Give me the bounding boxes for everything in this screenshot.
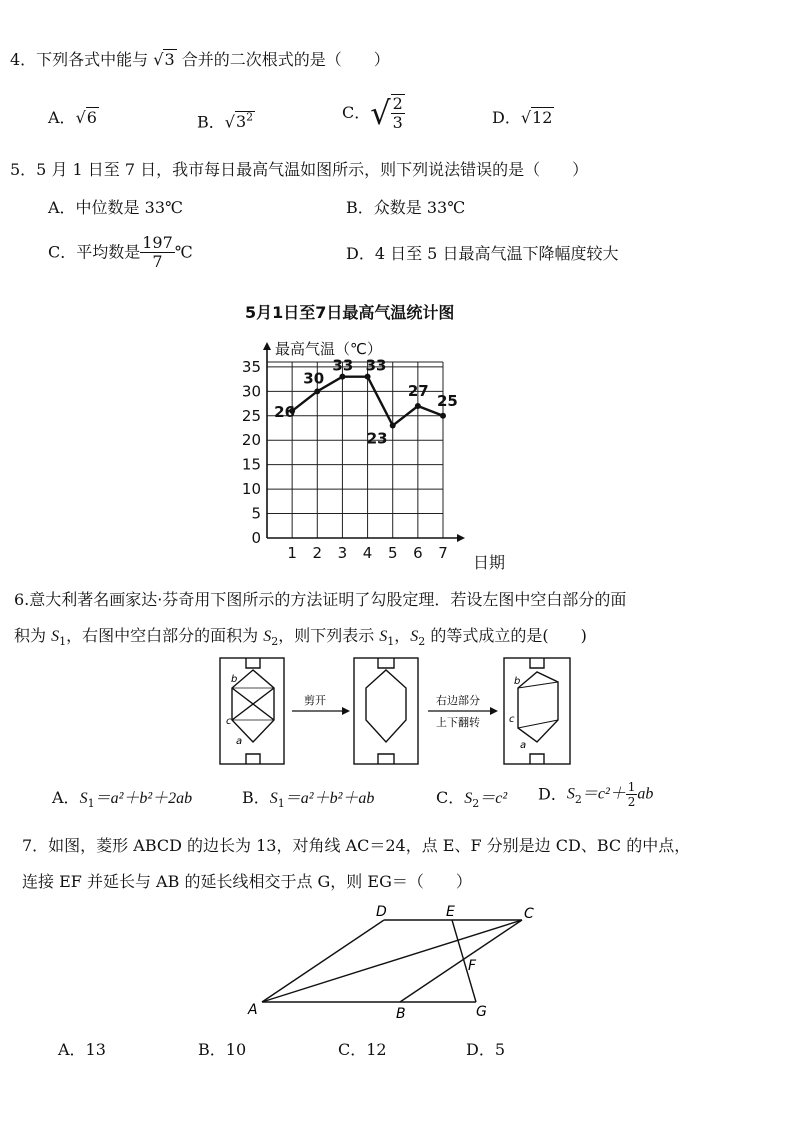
- q6-opt-d-num: 1: [627, 780, 636, 794]
- q4-opt-a-label: A．: [48, 108, 76, 127]
- q4-opt-c-den: 3: [392, 113, 403, 132]
- q6-s1b-letter: S: [379, 628, 388, 645]
- point-label-f: F: [468, 958, 477, 974]
- q4-opt-d-radicand: 12: [532, 108, 553, 127]
- chart-axes: [263, 342, 465, 542]
- q6-l2-d: ，: [394, 626, 411, 645]
- right-figure: [504, 658, 570, 764]
- data-point-7: [440, 413, 446, 419]
- q6-opt-d-tail: ab: [637, 785, 654, 803]
- q4-option-b: B．$√3^2$: [197, 111, 254, 132]
- q6-opt-b-sub: 1: [277, 797, 285, 811]
- q4-stem-text: 4．下列各式中能与: [10, 50, 149, 69]
- data-label-2: 30: [303, 369, 325, 388]
- q5-opt-c-fraction: [140, 234, 175, 271]
- q6-s2b-sub: 2: [418, 635, 426, 649]
- q5-opt-c-unit: ℃: [174, 242, 193, 262]
- rhombus-lines: [262, 920, 522, 1002]
- q6-opt-a-sub: 1: [87, 797, 95, 811]
- q6-s1b-sub: 1: [387, 635, 395, 649]
- side-cb: [400, 920, 522, 1002]
- q6-opt-c-expr: ＝c²: [479, 790, 508, 807]
- q4-opt-a-radicand: 6: [86, 108, 97, 127]
- point-label-b: B: [396, 1006, 406, 1022]
- q4-option-d: D．√12: [492, 108, 553, 127]
- left-label-b: b: [231, 674, 238, 685]
- arrow-2-label-1: 右边部分: [436, 694, 480, 707]
- q6-opt-c-label: C．: [436, 788, 465, 807]
- arrow-2-head: [490, 707, 498, 715]
- rhombus-diagram: [240, 900, 550, 1030]
- q4-opt-c-num: 2: [392, 94, 403, 113]
- data-label-6: 27: [407, 382, 429, 400]
- q6-opt-a-expr: ＝a²＋b²＋2ab: [94, 790, 193, 807]
- data-label-4: 33: [365, 356, 387, 375]
- q6-opt-d-fraction: [626, 780, 638, 809]
- temperature-line-chart: [225, 298, 525, 578]
- q5-option-c: [48, 234, 193, 271]
- x-tick-label-7: 7: [438, 544, 448, 562]
- q4-stem-text-2: 合并的二次根式的是（ ）: [181, 50, 390, 69]
- data-label-3: 33: [332, 356, 354, 375]
- q4-stem-radicand: 3: [164, 50, 175, 69]
- q5-opt-c-den: 7: [152, 252, 163, 271]
- q6-s1: [51, 628, 59, 645]
- q4-stem-radical: √3: [153, 50, 175, 69]
- y-tick-label-10: 10: [241, 480, 261, 499]
- q5-opt-c-num: 197: [142, 233, 173, 252]
- q6-s2b-letter: S: [410, 628, 419, 645]
- q4-opt-b-base: 3: [235, 112, 247, 132]
- q4-opt-b-radicand: [235, 111, 255, 131]
- right-label-a: a: [520, 740, 527, 751]
- q6-opt-b-s: S: [269, 790, 278, 807]
- q7-option-a: A．13: [58, 1040, 106, 1059]
- y-tick-label-20: 20: [241, 431, 261, 450]
- q4-opt-b-exp: 2: [246, 111, 254, 124]
- q7-option-c: C．12: [338, 1040, 387, 1059]
- q6-s2-sub: 2: [271, 635, 279, 649]
- q7-stem-line2: 连接 EF 并延长与 AB 的延长线相交于点 G，则 EG＝（ ）: [22, 872, 472, 891]
- arrow-1-label: 剪开: [304, 694, 326, 707]
- q6-s2-letter: S: [263, 628, 272, 645]
- q6-opt-a-label: A．: [52, 788, 80, 807]
- point-label-d: D: [376, 904, 387, 920]
- q4-opt-b-label: B．: [197, 112, 225, 132]
- q5-opt-c-pre: C．平均数是: [48, 242, 141, 262]
- chart-title: 5月1日至7日最高气温统计图: [245, 303, 455, 322]
- data-label-7: 25: [437, 391, 458, 410]
- q5-stem: 5．5 月 1 日至 7 日，我市每日最高气温如图所示，则下列说法错误的是（ ）: [10, 160, 589, 179]
- x-tick-label-5: 5: [387, 544, 398, 562]
- diagonal-ac: [262, 920, 522, 1002]
- chart-ylabel: 最高气温（℃）: [275, 340, 382, 358]
- right-label-c: c: [509, 714, 515, 725]
- q6-opt-c-sub: 2: [472, 797, 480, 811]
- data-point-2: [314, 388, 320, 394]
- y-tick-label-30: 30: [241, 382, 261, 401]
- q6-option-d: [538, 780, 653, 809]
- q6-l2-c: ，则下列表示: [278, 626, 380, 645]
- point-label-g: G: [476, 1004, 487, 1020]
- q6-stem-line2: [14, 626, 587, 652]
- chart-y-ticks: [242, 358, 261, 547]
- side-ad: [262, 920, 384, 1002]
- x-tick-label-6: 6: [413, 544, 423, 562]
- data-point-6: [415, 403, 421, 409]
- q4-option-a: A．√6: [48, 108, 97, 127]
- q6-s2: [263, 628, 271, 645]
- x-tick-label-4: 4: [362, 544, 373, 562]
- q7-option-d: D．5: [466, 1040, 506, 1059]
- q5-option-a: A．中位数是 33℃: [48, 198, 183, 217]
- q5-option-d: D．4 日至 5 日最高气温下降幅度较大: [346, 244, 619, 263]
- q6-s1-letter: S: [51, 628, 60, 645]
- y-tick-label-35: 35: [241, 357, 261, 376]
- q5-option-b: B．众数是 33℃: [346, 198, 466, 217]
- q4-option-c: C．√ $\frac{2}{3}$: [342, 94, 403, 132]
- q6-opt-d-s: S: [566, 785, 575, 803]
- chart-xlabel: 日期: [473, 553, 506, 572]
- q6-l2-b: ，右图中空白部分的面积为: [66, 626, 264, 645]
- point-label-e: E: [446, 904, 455, 920]
- q6-l2-e: 的等式成立的是( ): [425, 626, 587, 645]
- left-label-c: c: [226, 716, 232, 727]
- q6-l2-a: 积为: [14, 626, 52, 645]
- q6-s1-sub: 1: [59, 635, 67, 649]
- q4-opt-c-fraction: [391, 94, 405, 132]
- data-point-5: [390, 423, 396, 429]
- data-label-5: 23: [366, 429, 388, 448]
- q6-opt-a-s: S: [79, 790, 88, 807]
- q6-opt-b-expr: ＝a²＋b²＋ab: [284, 790, 375, 807]
- q7-stem-line1: 7．如图，菱形 ABCD 的边长为 13，对角线 AC＝24，点 E、F 分别是边 CD、BC 的中点，: [22, 836, 691, 855]
- q6-opt-c-s: S: [464, 790, 473, 807]
- chart-x-ticks: [287, 544, 447, 562]
- q6-stem-line1: 6.意大利著名画家达·芬奇用下图所示的方法证明了勾股定理．若设左图中空白部分的面: [14, 590, 627, 609]
- y-tick-label-15: 15: [241, 455, 261, 474]
- q6-opt-d-den: 2: [627, 795, 636, 809]
- q6-opt-d-sub: 2: [574, 793, 582, 807]
- q6-opt-d-label: D．: [538, 784, 567, 804]
- right-label-b: b: [514, 676, 521, 687]
- y-tick-label-0: 0: [251, 529, 261, 547]
- davinci-proof-diagram: [218, 656, 574, 768]
- point-label-c: C: [524, 906, 534, 922]
- left-figure: [220, 658, 284, 764]
- q4-opt-d-label: D．: [492, 108, 521, 127]
- left-label-a: a: [236, 736, 243, 747]
- y-tick-label-5: 5: [251, 504, 261, 523]
- q6-option-c: [436, 788, 507, 814]
- q6-option-a: [52, 788, 192, 814]
- q4-stem: [10, 50, 390, 70]
- x-tick-label-2: 2: [312, 544, 323, 562]
- data-label-1: 26: [274, 402, 296, 421]
- q6-opt-d-expr: ＝c²＋: [581, 785, 626, 803]
- middle-figure: [354, 658, 418, 764]
- x-tick-label-3: 3: [337, 544, 348, 562]
- q6-option-b: [242, 788, 374, 814]
- arrow-1-head: [342, 707, 350, 715]
- arrow-2-label-2: 上下翻转: [436, 716, 480, 729]
- y-axis-arrow: [263, 342, 271, 350]
- q6-opt-b-label: B．: [242, 788, 270, 807]
- x-axis-arrow: [457, 534, 465, 542]
- point-label-a: A: [248, 1002, 258, 1018]
- q4-opt-c-label: C．: [342, 103, 371, 122]
- x-tick-label-1: 1: [287, 544, 297, 562]
- q7-option-b: B．10: [198, 1040, 247, 1059]
- y-tick-label-25: 25: [241, 406, 261, 425]
